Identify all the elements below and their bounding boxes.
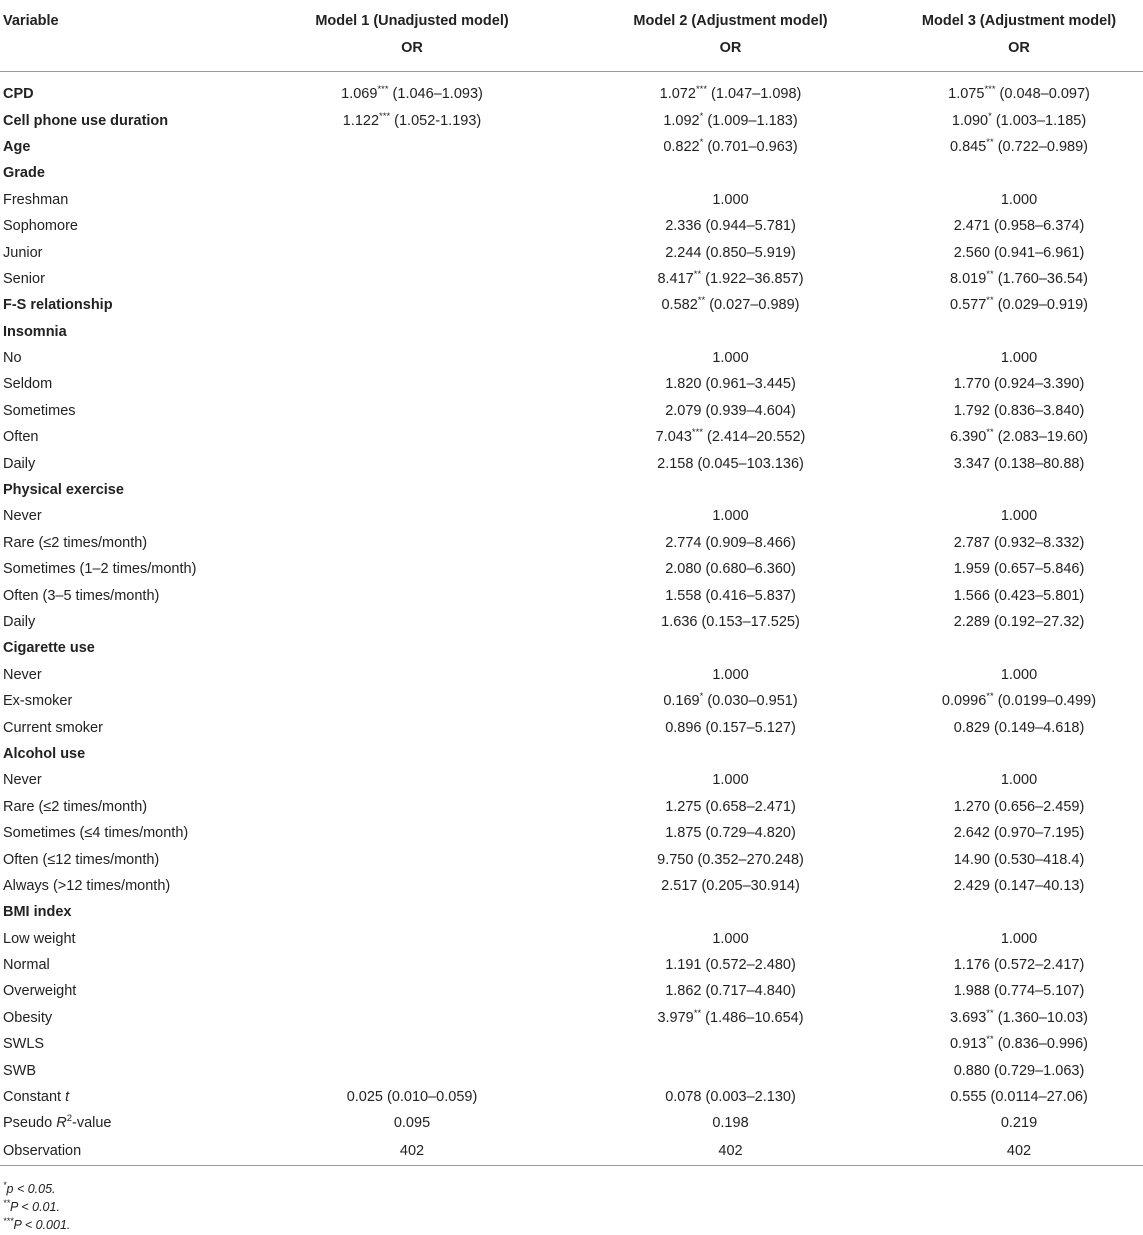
- row-label: No: [3, 350, 22, 367]
- cell-model2: 1.275 (0.658–2.471): [665, 798, 796, 815]
- cell-model2: 1.820 (0.961–3.445): [665, 376, 796, 393]
- cell-model1: [258, 978, 566, 1004]
- cell-model2: 3.979** (1.486–10.654): [657, 1008, 804, 1026]
- cell-model1: [258, 846, 566, 872]
- cell-model2: 0.822* (0.701–0.963): [663, 137, 798, 155]
- row-label: Never: [3, 666, 42, 683]
- cell-model1: [258, 134, 566, 160]
- cell-model3: 2.429 (0.147–40.13): [953, 877, 1085, 894]
- table-row: [0, 134, 1143, 160]
- cell-model2: 1.000: [712, 930, 749, 947]
- row-label: Junior: [3, 244, 43, 261]
- cell-model3: 1.988 (0.774–5.107): [953, 983, 1085, 1000]
- row-label: Daily: [3, 614, 36, 630]
- cell-model1: [258, 1005, 566, 1031]
- cell-model2: 9.750 (0.352–270.248): [657, 851, 804, 868]
- table-row: [0, 741, 1143, 767]
- column-header-variable: [0, 0, 258, 72]
- row-label: Seldom: [3, 376, 53, 393]
- cell-model3: 402: [881, 1137, 1143, 1166]
- cell-model1: [258, 371, 566, 397]
- table-row: [0, 213, 1143, 239]
- table-row: [0, 767, 1143, 793]
- cell-model1: [258, 266, 566, 292]
- cell-model3: 1.000: [1000, 508, 1038, 525]
- table-row: [0, 503, 1143, 529]
- cell-model3: 1.000: [1000, 772, 1038, 789]
- cell-model2: 1.558 (0.416–5.837): [665, 587, 796, 604]
- table-row: [0, 714, 1143, 740]
- table-row: [0, 160, 1143, 186]
- cell-model2: 1.000: [712, 350, 749, 367]
- cell-model3: 2.642 (0.970–7.195): [953, 825, 1085, 842]
- cell-model1: [258, 424, 566, 450]
- row-label: SWLS: [3, 1036, 45, 1053]
- row-label: Age: [3, 138, 31, 155]
- table-row: [0, 477, 1143, 503]
- column-header-model1: [258, 0, 566, 72]
- row-label: Rare (≤2 times/month): [3, 534, 148, 551]
- cell-model2: 2.517 (0.205–30.914): [661, 877, 800, 894]
- row-label: Physical exercise: [3, 482, 124, 499]
- cell-model2: 0.198: [712, 1115, 749, 1132]
- row-label: Freshman: [3, 191, 69, 208]
- cell-model1: [258, 1057, 566, 1083]
- cell-model1: [258, 1031, 566, 1057]
- cell-model1: [258, 398, 566, 424]
- table-row: [0, 450, 1143, 476]
- cell-model2: [566, 899, 881, 925]
- cell-model1: [258, 873, 566, 899]
- cell-model1: [258, 767, 566, 793]
- table-row: [0, 1110, 1143, 1136]
- row-label: Sometimes: [3, 402, 76, 419]
- cell-model1: [258, 688, 566, 714]
- footnote: **P < 0.01.: [3, 1197, 60, 1214]
- model3-or-label: OR: [1008, 40, 1030, 56]
- model1-or-label: OR: [401, 40, 423, 56]
- cell-model1: 1.122*** (1.052-1.193): [342, 110, 482, 129]
- cell-model2: 1.191 (0.572–2.480): [665, 957, 796, 974]
- cell-model1: [258, 292, 566, 318]
- row-label: Often (≤12 times/month): [3, 851, 160, 868]
- table-row: [0, 345, 1143, 371]
- cell-model3: 2.289 (0.192–27.32): [953, 614, 1085, 630]
- cell-model2: 402: [566, 1137, 881, 1166]
- cell-model1: [258, 635, 566, 661]
- table-row: [0, 1057, 1143, 1083]
- cell-model2: 1.000: [712, 508, 749, 525]
- table-row: [0, 530, 1143, 556]
- cell-model2: 2.244 (0.850–5.919): [665, 244, 796, 261]
- cell-model3: 1.566 (0.423–5.801): [953, 587, 1085, 604]
- cell-model2: 8.417** (1.922–36.857): [657, 269, 804, 287]
- cell-model3: 1.792 (0.836–3.840): [953, 402, 1085, 419]
- cell-model1: [258, 662, 566, 688]
- cell-model3: 14.90 (0.530–418.4): [953, 851, 1085, 868]
- row-label: Sometimes (1–2 times/month): [3, 561, 197, 578]
- cell-model2: 7.043*** (2.414–20.552): [655, 427, 806, 446]
- row-label: Alcohol use: [3, 745, 86, 762]
- cell-model1: [258, 899, 566, 925]
- footnote: *p < 0.05.: [3, 1179, 56, 1196]
- model2-title: Model 2 (Adjustment model): [633, 13, 828, 29]
- row-label: Often: [3, 429, 39, 446]
- cell-model2: 2.336 (0.944–5.781): [665, 218, 796, 235]
- cell-model3: 1.000: [1000, 666, 1038, 683]
- row-label: Daily: [3, 455, 36, 472]
- cell-model3: 0.845** (0.722–0.989): [949, 137, 1089, 155]
- cell-model3: 0.913** (0.836–0.996): [949, 1034, 1089, 1053]
- row-label: Rare (≤2 times/month): [3, 798, 148, 815]
- cell-model3: 1.770 (0.924–3.390): [953, 376, 1085, 393]
- model2-or-label: OR: [719, 40, 742, 56]
- table-row: [0, 424, 1143, 450]
- cell-model3: [881, 899, 1143, 925]
- cell-model3: 3.347 (0.138–80.88): [953, 455, 1085, 472]
- cell-model1: [258, 187, 566, 213]
- cell-model1: [258, 319, 566, 345]
- column-header-model3: [881, 0, 1143, 72]
- cell-model2: [566, 635, 881, 661]
- table-row: [0, 978, 1143, 1004]
- row-label: Never: [3, 772, 42, 789]
- row-label: Cigarette use: [3, 640, 95, 657]
- variable-header-label: Variable: [3, 13, 59, 29]
- table-row: [0, 899, 1143, 925]
- cell-model1: [258, 582, 566, 608]
- row-label: Senior: [3, 270, 45, 287]
- table-row: [0, 635, 1143, 661]
- table-row: [0, 582, 1143, 608]
- model3-title: Model 3 (Adjustment model): [921, 13, 1117, 29]
- cell-model3: 1.090* (1.003–1.185): [951, 110, 1087, 129]
- cell-model2: [566, 741, 881, 767]
- row-label: Sometimes (≤4 times/month): [3, 825, 189, 842]
- table-row: [0, 820, 1143, 846]
- cell-model2: 1.636 (0.153–17.525): [661, 614, 800, 630]
- table-row: [0, 72, 1143, 108]
- cell-model1: [258, 450, 566, 476]
- cell-model3: 1.000: [1000, 350, 1038, 367]
- row-label: Ex-smoker: [3, 693, 73, 710]
- cell-model2: 1.000: [712, 772, 749, 789]
- table-row: [0, 794, 1143, 820]
- table-row: [0, 1031, 1143, 1057]
- table-row: [0, 926, 1143, 952]
- cell-model2: [566, 1031, 881, 1057]
- row-label: Obesity: [3, 1009, 53, 1026]
- cell-model3: [881, 477, 1143, 503]
- cell-model1: [258, 609, 566, 635]
- cell-model1: [258, 239, 566, 265]
- cell-model2: [566, 319, 881, 345]
- cell-model2: 1.875 (0.729–4.820): [665, 825, 796, 842]
- row-label: Often (3–5 times/month): [3, 587, 160, 604]
- table-body: [0, 72, 1143, 1166]
- row-label: Constant t: [3, 1089, 70, 1106]
- cell-model3: [881, 635, 1143, 661]
- row-label: Never: [3, 508, 42, 525]
- row-label: Pseudo $R^2$-value: [3, 1113, 112, 1132]
- cell-model2: 0.169* (0.030–0.951): [663, 691, 798, 710]
- cell-model3: 6.390** (2.083–19.60): [949, 427, 1089, 446]
- cell-model2: 0.582** (0.027–0.989): [661, 295, 800, 314]
- cell-model1: [258, 345, 566, 371]
- cell-model2: 0.896 (0.157–5.127): [665, 719, 796, 736]
- cell-model2: [566, 477, 881, 503]
- cell-model3: 1.270 (0.656–2.459): [953, 798, 1085, 815]
- footnote: ***P < 0.001.: [3, 1215, 71, 1232]
- cell-model1: [258, 820, 566, 846]
- row-label: Normal: [3, 957, 50, 974]
- row-label: BMI index: [3, 904, 72, 921]
- cell-model1: [258, 794, 566, 820]
- cell-model3: 0.829 (0.149–4.618): [953, 719, 1085, 736]
- cell-model2: 1.072*** (1.047–1.098): [659, 84, 802, 103]
- cell-model2: 0.078 (0.003–2.130): [665, 1089, 796, 1106]
- table-row: [0, 239, 1143, 265]
- cell-model2: 1.000: [712, 191, 749, 208]
- model1-title: Model 1 (Unadjusted model): [315, 13, 509, 29]
- cell-model3: 1.176 (0.572–2.417): [953, 957, 1085, 974]
- cell-model1: 402: [258, 1137, 566, 1166]
- table-row: [0, 846, 1143, 872]
- cell-model1: [258, 213, 566, 239]
- row-label: Cell phone use duration: [3, 112, 169, 129]
- cell-model2: 1.862 (0.717–4.840): [665, 983, 796, 1000]
- cell-model3: 3.693** (1.360–10.03): [949, 1008, 1089, 1026]
- header-row: [0, 0, 1143, 72]
- table-row: [0, 1084, 1143, 1110]
- cell-model2: [566, 1057, 881, 1083]
- cell-model3: 2.560 (0.941–6.961): [953, 244, 1085, 261]
- row-label: Observation: [0, 1137, 258, 1166]
- cell-model2: [566, 160, 881, 186]
- row-label: Low weight: [3, 930, 76, 947]
- table-row: [0, 107, 1143, 133]
- cell-model2: 1.000: [712, 666, 749, 683]
- cell-model3: 2.471 (0.958–6.374): [953, 218, 1085, 235]
- cell-model1: [258, 714, 566, 740]
- cell-model3: 0.0996** (0.0199–0.499): [941, 691, 1097, 710]
- cell-model1: [258, 556, 566, 582]
- table-row: [0, 319, 1143, 345]
- table-row: [0, 187, 1143, 213]
- cell-model2: 2.079 (0.939–4.604): [665, 402, 796, 419]
- cell-model3: [881, 741, 1143, 767]
- cell-model3: 0.577** (0.029–0.919): [949, 295, 1089, 314]
- cell-model3: [881, 319, 1143, 345]
- cell-model1: 0.025 (0.010–0.059): [346, 1089, 478, 1106]
- cell-model3: 1.000: [1000, 191, 1038, 208]
- cell-model2: 1.092* (1.009–1.183): [663, 110, 798, 129]
- cell-model3: 0.555 (0.0114–27.06): [950, 1089, 1088, 1106]
- row-label: Grade: [3, 165, 45, 182]
- table-row: [0, 1137, 1143, 1166]
- cell-model1: 1.069*** (1.046–1.093): [341, 84, 483, 103]
- table-footnotes: [3, 1180, 70, 1234]
- cell-model3: 1.075*** (0.048–0.097): [948, 84, 1090, 103]
- cell-model2: 2.158 (0.045–103.136): [657, 455, 804, 472]
- table-row: [0, 292, 1143, 318]
- cell-model3: [881, 160, 1143, 186]
- table-row: [0, 1005, 1143, 1031]
- row-label: Always (>12 times/month): [3, 877, 171, 894]
- column-header-model2: [566, 0, 881, 72]
- cell-model2: 2.080 (0.680–6.360): [665, 561, 796, 578]
- row-label: SWB: [3, 1062, 37, 1079]
- cell-model3: 1.959 (0.657–5.846): [953, 561, 1085, 578]
- table-header: [0, 0, 1143, 72]
- table-row: [0, 266, 1143, 292]
- cell-model1: [258, 530, 566, 556]
- row-label: Insomnia: [3, 323, 67, 340]
- table-row: [0, 688, 1143, 714]
- table-row: [0, 556, 1143, 582]
- cell-model1: [258, 952, 566, 978]
- table-row: [0, 398, 1143, 424]
- cell-model1: [258, 477, 566, 503]
- cell-model2: 2.774 (0.909–8.466): [665, 534, 796, 551]
- row-label: Overweight: [3, 983, 77, 1000]
- cell-model3: 0.880 (0.729–1.063): [953, 1062, 1085, 1079]
- table-row: [0, 952, 1143, 978]
- cell-model3: 2.787 (0.932–8.332): [953, 534, 1085, 551]
- row-label: F-S relationship: [3, 297, 113, 314]
- row-label: Current smoker: [3, 719, 103, 736]
- table-row: [0, 662, 1143, 688]
- table-row: [0, 609, 1143, 635]
- cell-model3: 8.019** (1.760–36.54): [949, 269, 1089, 287]
- cell-model1: 0.095: [393, 1115, 431, 1132]
- cell-model1: [258, 741, 566, 767]
- row-label: Sophomore: [3, 218, 78, 235]
- cell-model3: 0.219: [1000, 1115, 1038, 1132]
- cell-model1: [258, 160, 566, 186]
- cell-model3: 1.000: [1000, 930, 1038, 947]
- cell-model1: [258, 503, 566, 529]
- table-row: [0, 873, 1143, 899]
- table-row: [0, 371, 1143, 397]
- cell-model1: [258, 926, 566, 952]
- row-label: CPD: [3, 86, 34, 103]
